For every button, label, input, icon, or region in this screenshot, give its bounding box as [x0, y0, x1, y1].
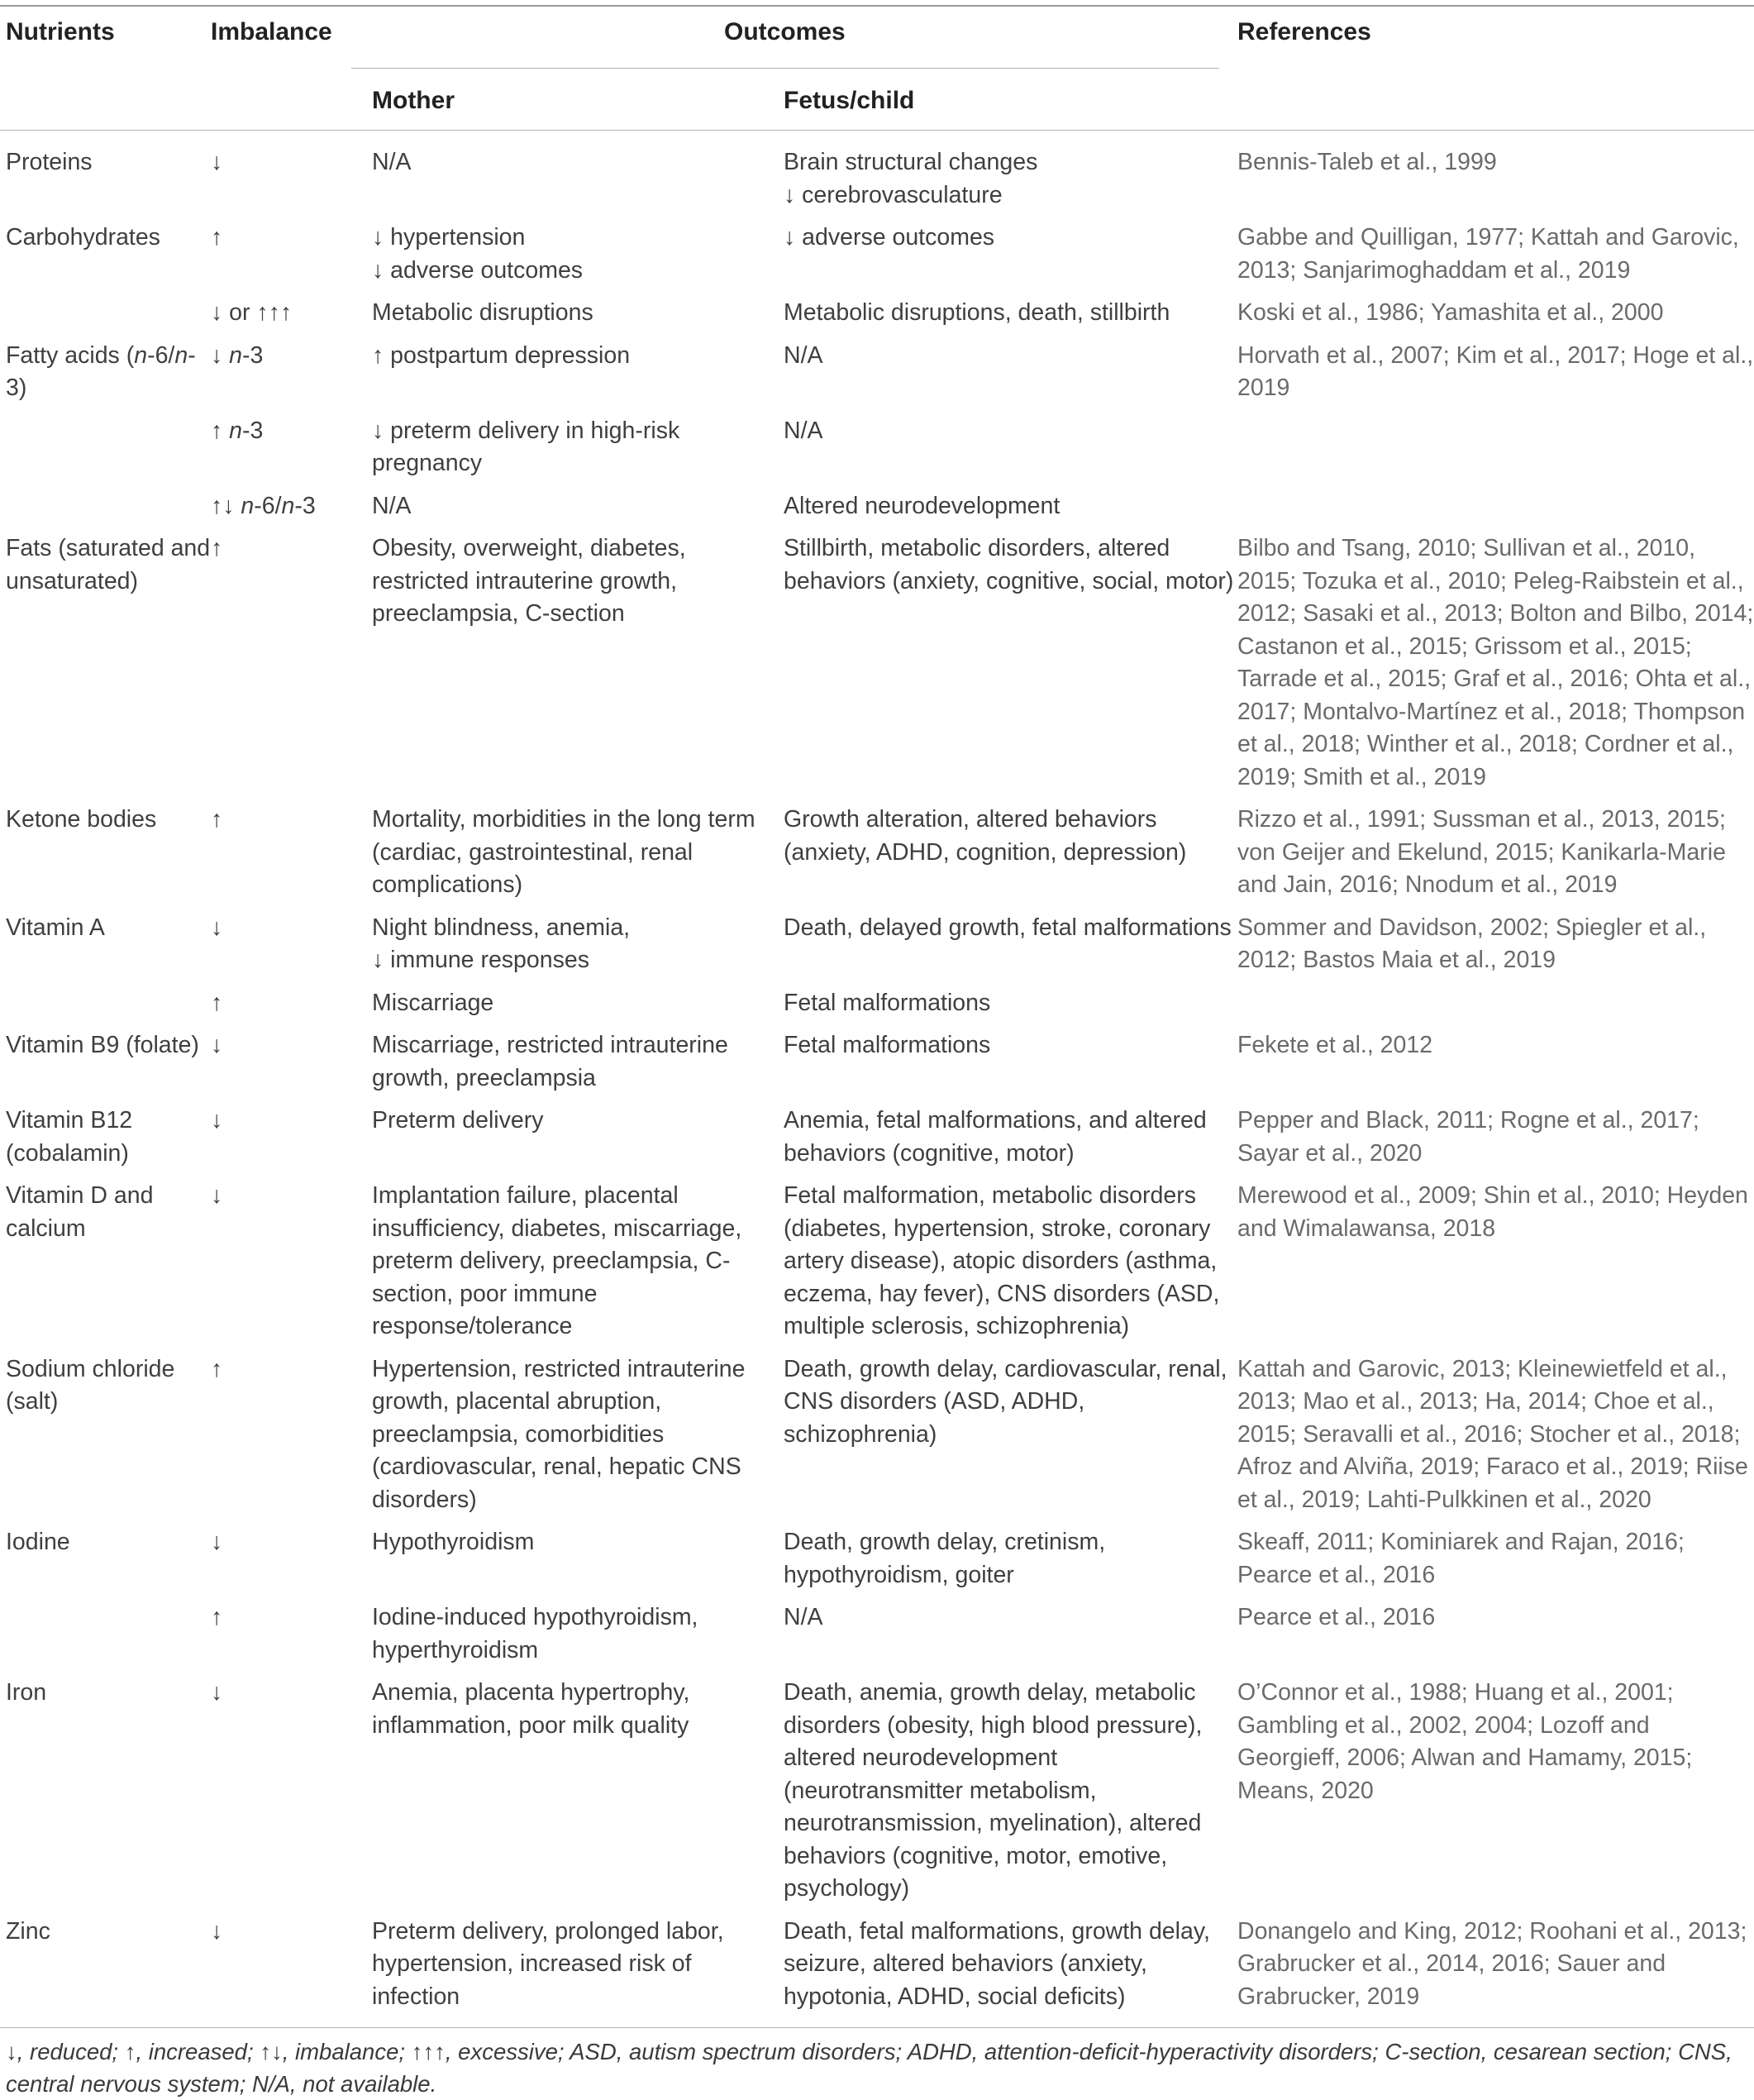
imbalance-cell: ↓ [211, 1917, 223, 1945]
table-row [0, 132, 1754, 218]
top-rule [0, 5, 1754, 7]
table-row [0, 1026, 1754, 1101]
references-cell: Gabbe and Quilligan, 1977; Kattah and Garovic, 2013; Sanjarimoghaddam et al., 2019 [1237, 224, 1739, 284]
imbalance-cell: ↑ [211, 806, 223, 833]
table-row [0, 1101, 1754, 1176]
mother-outcome-cell: N/A [372, 149, 412, 175]
table-row [0, 412, 1754, 487]
nutrient-cell [0, 1598, 211, 1673]
mother-outcome-cell: Hypothyroidism [372, 1529, 535, 1555]
mother-outcome-cell: N/A [372, 492, 412, 519]
nutrient-cell [0, 412, 211, 487]
table-row [0, 529, 1754, 800]
nutrient-cell: Fatty acids (n-6/n-3) [6, 341, 196, 401]
header-references: References [1237, 18, 1371, 45]
imbalance-cell: ↓ or ↑↑↑ [211, 299, 293, 326]
fetus-outcome-cell: Fetal malformation, metabolic disorders (diabetes, hypertension, stroke, coronary artery disease), atopic disorders (asthma, eczema, hay fever), CNS disorders (ASD, multiple sclerosis, schizophrenia) [784, 1182, 1220, 1339]
table-row [0, 487, 1754, 530]
imbalance-cell: ↑ [211, 224, 223, 251]
imbalance-cell: ↓ [211, 149, 223, 175]
references-cell: Bilbo and Tsang, 2010; Sullivan et al., 2010, 2015; Tozuka et al., 2010; Peleg-Raibstein et al., 2012; Sasaki et al., 2013; Bolton and Bilbo, 2014; Castanon et al., 2015; Grissom et al., 2015; Tarrade et al., 2015; Graf et al., 2016; Ohta et al., 2017; Montalvo-Martínez et al., 2018; Thompson et al., 2018; Winther et al., 2018; Cordner et al., 2019; Smith et al., 2019 [1237, 535, 1754, 790]
cell-line: ↓ adverse outcomes [372, 256, 584, 284]
table-row [0, 1673, 1754, 1912]
table-row [0, 218, 1754, 294]
nutrient-cell [0, 984, 211, 1027]
mother-outcome-cell: ↓ preterm delivery in high-risk pregnancy [372, 417, 680, 476]
table-row [0, 800, 1754, 909]
references-cell: Fekete et al., 2012 [1237, 1032, 1433, 1058]
imbalance-cell: ↑ [211, 1355, 223, 1382]
table-row [0, 1912, 1754, 2021]
header-bottom-rule [0, 130, 1754, 131]
references-cell: Kattah and Garovic, 2013; Kleinewietfeld et al., 2013; Mao et al., 2013; Ha, 2014; Choe et al., 2015; Seravalli et al., 2016; Stocher et al., 2018; Afroz and Alviña, 2019; Faraco et al., 2019; Riise et al., 2019; Lahti-Pulkkinen et al., 2020 [1237, 1355, 1748, 1513]
table-row [0, 294, 1754, 336]
references-cell: Horvath et al., 2007; Kim et al., 2017; Hoge et al., 2019 [1237, 341, 1754, 401]
mother-outcome-cell: Hypertension, restricted intrauterine growth, placental abruption, preeclampsia, comorbidities (cardiovascular, renal, hepatic CNS disorders) [372, 1355, 746, 1513]
nutrient-cell: Carbohydrates [6, 224, 160, 251]
mother-outcome-cell: Anemia, placenta hypertrophy, inflammation, poor milk quality [372, 1679, 690, 1739]
fetus-outcome-cell [784, 132, 1237, 218]
nutrient-cell: Sodium chloride (salt) [6, 1355, 175, 1415]
nutrient-cell [0, 294, 211, 336]
nutrient-cell: Proteins [6, 149, 93, 175]
references-cell: O’Connor et al., 1988; Huang et al., 2001; Gambling et al., 2002, 2004; Lozoff and Georgieff, 2006; Alwan and Hamamy, 2015; Means, 2020 [1237, 1679, 1693, 1804]
imbalance-cell: ↓ [211, 1182, 223, 1209]
data-table [0, 132, 1754, 2020]
nutrient-cell: Zinc [6, 1917, 50, 1945]
fetus-outcome-cell: ↓ adverse outcomes [784, 224, 995, 251]
fetus-outcome-cell: Death, growth delay, cardiovascular, renal, CNS disorders (ASD, ADHD, schizophrenia) [784, 1355, 1227, 1448]
imbalance-cell: ↓ [211, 1107, 223, 1134]
outcomes-subrule [351, 68, 1219, 69]
bottom-rule [0, 2027, 1754, 2028]
fetus-outcome-cell: Stillbirth, metabolic disorders, altered behaviors (anxiety, cognitive, social, motor) [784, 535, 1234, 594]
references-cell: Pepper and Black, 2011; Rogne et al., 2017; Sayar et al., 2020 [1237, 1107, 1699, 1167]
nutrient-cell: Iron [6, 1679, 47, 1706]
references-cell [1237, 412, 1754, 487]
header-outcomes: Outcomes [724, 18, 846, 45]
table-row [0, 984, 1754, 1027]
nutrient-cell: Fats (saturated and unsaturated) [6, 535, 211, 594]
imbalance-cell: ↓ [211, 1679, 223, 1706]
mother-outcome-cell: Mortality, morbidities in the long term (cardiac, gastrointestinal, renal complications) [372, 806, 755, 898]
header-fetus-child: Fetus/child [784, 87, 915, 114]
imbalance-cell: ↓ n-3 [211, 341, 264, 369]
nutrient-cell: Ketone bodies [6, 806, 157, 833]
references-cell: Koski et al., 1986; Yamashita et al., 2000 [1237, 299, 1664, 326]
fetus-outcome-cell: Fetal malformations [784, 1032, 991, 1058]
references-cell: Skeaff, 2011; Kominiarek and Rajan, 2016; Pearce et al., 2016 [1237, 1529, 1685, 1588]
imbalance-cell: ↑ [211, 1604, 223, 1630]
mother-outcome-cell: Preterm delivery, prolonged labor, hypertension, increased risk of infection [372, 1917, 724, 2010]
header-nutrients: Nutrients [6, 18, 115, 45]
mother-outcome-cell: Iodine-induced hypothyroidism, hyperthyroidism [372, 1604, 698, 1663]
fetus-outcome-cell: N/A [784, 1604, 823, 1630]
table-row [0, 1598, 1754, 1673]
mother-outcome-cell: Miscarriage, restricted intrauterine growth, preeclampsia [372, 1032, 728, 1091]
cell-line: Night blindness, anemia, [372, 914, 631, 941]
references-cell: Bennis-Taleb et al., 1999 [1237, 149, 1497, 175]
nutrient-cell: Vitamin A [6, 914, 105, 941]
references-cell: Rizzo et al., 1991; Sussman et al., 2013, 2015; von Geijer and Ekelund, 2015; Kanikarla-Marie and Jain, 2016; Nnodum et al., 2019 [1237, 806, 1726, 898]
fetus-outcome-cell: Growth alteration, altered behaviors (anxiety, ADHD, cognition, depression) [784, 806, 1187, 866]
table-footnote: ↓, reduced; ↑, increased; ↑↓, imbalance; ↑↑↑, excessive; ASD, autism spectrum disorders; ADHD, attention-deficit-hyperactivity disorders; C-section, cesarean section; CNS, central nervous system; N/A, not available. [6, 2039, 1733, 2097]
mother-outcome-cell: ↑ postpartum depression [372, 341, 631, 369]
imbalance-cell: ↑ [211, 989, 223, 1016]
table-row [0, 1176, 1754, 1350]
fetus-outcome-cell: Anemia, fetal malformations, and altered behaviors (cognitive, motor) [784, 1107, 1207, 1167]
imbalance-cell: ↑↓ n-6/n-3 [211, 492, 316, 519]
fetus-outcome-cell: Altered neurodevelopment [784, 492, 1061, 519]
table-row [0, 336, 1754, 412]
cell-line: ↓ cerebrovasculature [784, 181, 1003, 208]
fetus-outcome-cell: Death, growth delay, cretinism, hypothyroidism, goiter [784, 1529, 1106, 1588]
fetus-outcome-cell: Death, anemia, growth delay, metabolic disorders (obesity, high blood pressure), altered neurodevelopment (neurotransmitter metabolism, neurotransmission, myelination), altered behaviors (cognitive, motor, emotive, psychology) [784, 1679, 1203, 1902]
nutrient-cell: Iodine [6, 1529, 70, 1555]
fetus-outcome-cell: Metabolic disruptions, death, stillbirth [784, 299, 1170, 326]
imbalance-cell: ↑ n-3 [211, 417, 264, 444]
mother-outcome-cell: Preterm delivery [372, 1107, 544, 1134]
nutrient-cell: Vitamin D and calcium [6, 1182, 154, 1242]
fetus-outcome-cell: N/A [784, 341, 823, 369]
references-cell [1237, 984, 1754, 1027]
cell-line: ↓ hypertension [372, 224, 526, 251]
references-cell [1237, 487, 1754, 530]
table-row [0, 1350, 1754, 1524]
references-cell: Merewood et al., 2009; Shin et al., 2010; Heyden and Wimalawansa, 2018 [1237, 1182, 1748, 1242]
cell-line: ↓ immune responses [372, 947, 589, 973]
references-cell: Pearce et al., 2016 [1237, 1604, 1436, 1630]
cell-line: Brain structural changes [784, 149, 1038, 175]
mother-outcome-cell: Implantation failure, placental insufficiency, diabetes, miscarriage, preterm delivery, preeclampsia, C-section, poor immune response/tolerance [372, 1182, 742, 1339]
imbalance-cell: ↓ [211, 914, 223, 941]
mother-outcome-cell: Metabolic disruptions [372, 299, 593, 326]
nutrient-cell: Vitamin B9 (folate) [6, 1032, 199, 1058]
mother-outcome-cell: Obesity, overweight, diabetes, restricted intrauterine growth, preeclampsia, C-section [372, 535, 686, 627]
nutrient-cell [0, 487, 211, 530]
imbalance-cell: ↓ [211, 1032, 223, 1058]
header-imbalance: Imbalance [211, 18, 332, 45]
imbalance-cell: ↑ [211, 535, 223, 561]
imbalance-cell: ↓ [211, 1529, 223, 1555]
mother-outcome-cell: Miscarriage [372, 989, 494, 1016]
fetus-outcome-cell: Death, delayed growth, fetal malformations [784, 914, 1232, 941]
fetus-outcome-cell: Death, fetal malformations, growth delay, seizure, altered behaviors (anxiety, hypotonia, ADHD, social deficits) [784, 1917, 1210, 2010]
references-cell: Donangelo and King, 2012; Roohani et al., 2013; Grabrucker et al., 2014, 2016; Sauer and Grabrucker, 2019 [1237, 1917, 1747, 2010]
table-row [0, 1523, 1754, 1598]
table-row [0, 909, 1754, 984]
mother-outcome-cell [372, 218, 784, 294]
nutrient-cell: Vitamin B12 (cobalamin) [6, 1107, 133, 1167]
fetus-outcome-cell: N/A [784, 417, 823, 444]
header-mother: Mother [372, 87, 455, 114]
mother-outcome-cell [372, 909, 784, 984]
table-body [0, 132, 1754, 2020]
fetus-outcome-cell: Fetal malformations [784, 989, 991, 1016]
references-cell: Sommer and Davidson, 2002; Spiegler et al., 2012; Bastos Maia et al., 2019 [1237, 914, 1707, 973]
